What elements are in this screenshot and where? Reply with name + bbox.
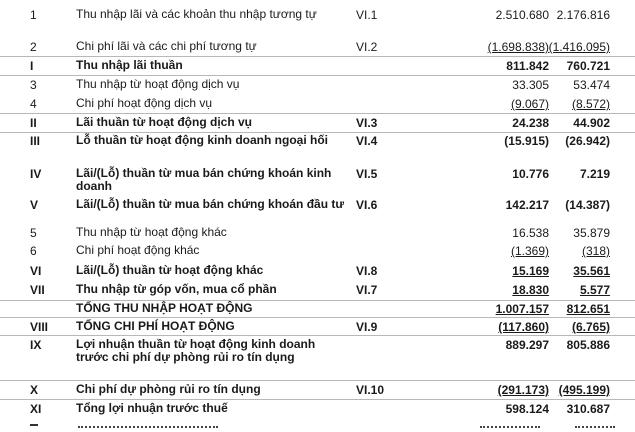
row-divider xyxy=(0,380,635,381)
table-row xyxy=(0,283,635,297)
row-note: VI.9 xyxy=(356,320,378,334)
value-current-period: 16.538 xyxy=(512,226,549,240)
value-prior-period: (6.765) xyxy=(571,320,610,334)
value-current-period: 24.238 xyxy=(512,116,549,130)
value-current-period: (1.698.838) xyxy=(487,40,549,54)
row-note: VI.8 xyxy=(356,264,378,278)
value-prior-period: 35.879 xyxy=(573,226,610,240)
value-current-period: (117.860) xyxy=(498,320,549,334)
value-current-period: 598.124 xyxy=(505,402,549,416)
row-description: Lãi/(Lỗ) thuần từ mua bán chứng khoán đầu tư xyxy=(76,197,345,211)
row-code: IV xyxy=(30,167,42,181)
row-note: VI.5 xyxy=(356,167,378,181)
row-description: Lãi/(Lỗ) thuần từ hoạt động khác xyxy=(76,263,264,277)
table-row xyxy=(0,226,635,240)
value-current-period: (15.915) xyxy=(504,134,549,148)
row-note: VI.2 xyxy=(356,40,378,54)
table-row xyxy=(0,402,635,416)
value-prior-period: 53.474 xyxy=(573,78,610,92)
table-row xyxy=(0,198,635,226)
value-prior-period: 7.219 xyxy=(579,167,610,181)
row-note: VI.6 xyxy=(356,198,378,212)
row-note: VI.4 xyxy=(356,134,378,148)
row-description: TỔNG THU NHẬP HOẠT ĐỘNG xyxy=(76,301,253,315)
table-row xyxy=(0,8,635,36)
value-current-period: (1.369) xyxy=(510,244,549,258)
row-code: II xyxy=(30,116,37,130)
cut-off-glyph xyxy=(30,424,38,432)
value-prior-period: 2.176.816 xyxy=(556,8,610,22)
value-current-period: 2.510.680 xyxy=(495,8,549,22)
cut-off-value xyxy=(480,426,540,432)
row-description: TỔNG CHI PHÍ HOẠT ĐỘNG xyxy=(76,319,235,333)
value-prior-period: (26.942) xyxy=(565,134,610,148)
row-note: VI.7 xyxy=(356,283,378,297)
row-code: 4 xyxy=(30,97,37,111)
value-prior-period: (1.416.095) xyxy=(548,40,610,54)
row-divider xyxy=(0,399,635,400)
row-code: I xyxy=(30,59,34,73)
row-description: Thu nhập từ hoạt động dịch vụ xyxy=(76,77,240,91)
value-current-period: 889.297 xyxy=(505,338,549,352)
row-divider xyxy=(0,317,635,318)
value-prior-period: (495.199) xyxy=(558,383,610,397)
value-prior-period: 805.886 xyxy=(566,338,610,352)
value-prior-period: (14.387) xyxy=(565,198,610,212)
row-description: Thu nhập lãi và các khoản thu nhập tương tự xyxy=(76,7,317,21)
cut-off-next-row xyxy=(0,424,635,432)
table-row xyxy=(0,320,635,334)
row-code: VI xyxy=(30,264,42,278)
row-description: Lãi thuần từ hoạt động dịch vụ xyxy=(76,115,253,129)
row-description: Thu nhập lãi thuần xyxy=(76,58,183,72)
row-code: 2 xyxy=(30,40,37,54)
value-prior-period: (8.572) xyxy=(571,97,610,111)
row-code: 5 xyxy=(30,226,37,240)
row-description: Tổng lợi nhuận trước thuế xyxy=(76,401,228,415)
table-row xyxy=(0,264,635,278)
value-prior-period: (318) xyxy=(581,244,610,258)
row-divider xyxy=(0,300,635,301)
value-prior-period: 35.561 xyxy=(573,264,610,278)
table-row xyxy=(0,383,635,397)
row-description: Chi phí dự phòng rủi ro tín dụng xyxy=(76,382,261,396)
row-code: VIII xyxy=(30,320,49,334)
row-description: Lợi nhuận thuần từ hoạt động kinh doanh trước chi phí dự phòng rủi ro tín dụng xyxy=(76,337,316,364)
row-code: 3 xyxy=(30,78,37,92)
table-row xyxy=(0,302,635,316)
value-prior-period: 760.721 xyxy=(566,59,610,73)
table-row xyxy=(0,134,635,162)
value-current-period: 10.776 xyxy=(512,167,549,181)
value-prior-period: 310.687 xyxy=(566,402,610,416)
row-code: VII xyxy=(30,283,45,297)
value-current-period: 33.305 xyxy=(512,78,549,92)
row-note: VI.3 xyxy=(356,116,378,130)
table-row xyxy=(0,40,635,54)
row-description: Chi phí hoạt động khác xyxy=(76,243,200,257)
cut-off-value xyxy=(575,426,615,432)
row-divider xyxy=(0,335,635,336)
value-prior-period: 5.577 xyxy=(579,283,610,297)
row-divider xyxy=(0,56,635,57)
cut-off-text xyxy=(78,426,218,432)
row-code: III xyxy=(30,134,41,148)
value-current-period: 1.007.157 xyxy=(495,302,549,316)
row-divider xyxy=(0,113,635,114)
table-row xyxy=(0,338,635,380)
table-row xyxy=(0,167,635,195)
row-code: 1 xyxy=(30,8,37,22)
table-row xyxy=(0,116,635,130)
table-row xyxy=(0,244,635,258)
value-prior-period: 44.902 xyxy=(573,116,610,130)
row-code: XI xyxy=(30,402,42,416)
row-code: IX xyxy=(30,338,42,352)
value-current-period: (9.067) xyxy=(510,97,549,111)
value-current-period: 142.217 xyxy=(505,198,549,212)
row-description: Chi phí hoạt động dịch vụ xyxy=(76,96,213,110)
row-divider xyxy=(0,75,635,76)
row-code: 6 xyxy=(30,244,37,258)
table-row xyxy=(0,78,635,92)
value-current-period: (291.173) xyxy=(497,383,549,397)
table-row xyxy=(0,97,635,111)
table-row xyxy=(0,59,635,73)
row-description: Thu nhập từ hoạt động khác xyxy=(76,225,227,239)
row-description: Thu nhập từ góp vốn, mua cổ phần xyxy=(76,282,277,296)
value-current-period: 18.830 xyxy=(512,283,549,297)
row-divider xyxy=(0,132,635,133)
row-code: V xyxy=(30,198,39,212)
value-current-period: 15.169 xyxy=(512,264,549,278)
value-prior-period: 812.651 xyxy=(566,302,610,316)
row-description: Lỗ thuần từ hoạt động kinh doanh ngoại hối xyxy=(76,133,328,147)
value-current-period: 811.842 xyxy=(506,59,549,73)
row-note: VI.10 xyxy=(356,383,385,397)
row-note: VI.1 xyxy=(356,8,378,22)
row-code: X xyxy=(30,383,39,397)
row-description: Lãi/(Lỗ) thuần từ mua bán chứng khoán kinh doanh xyxy=(76,166,332,193)
row-description: Chi phí lãi và các chi phí tương tự xyxy=(76,39,257,53)
